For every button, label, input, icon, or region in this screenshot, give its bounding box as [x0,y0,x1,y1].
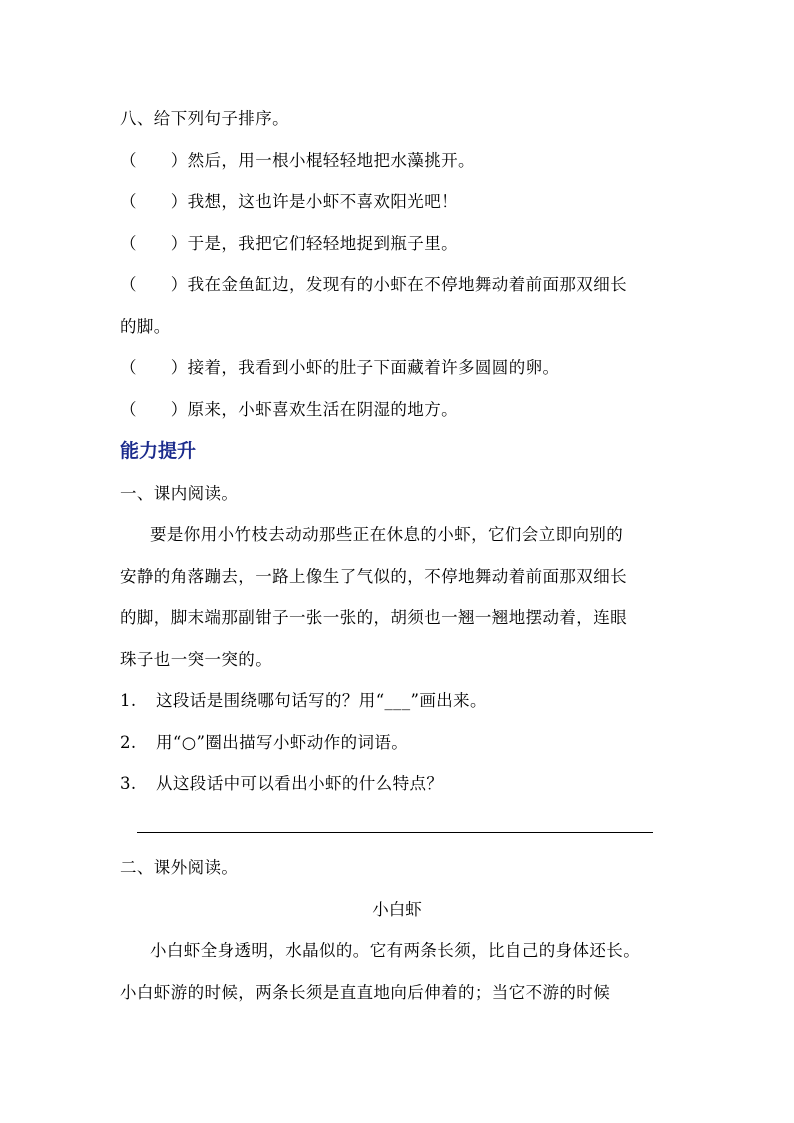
passage-line-2: 安静的角落蹦去，一路上像生了气似的，不停地舞动着前面那双细长 [120,567,627,586]
sort-item-6: （ ）原来，小虾喜欢生活在阴湿的地方。 [120,400,458,419]
question-number: 3. [120,774,137,793]
sort-item-4: （ ）我在金鱼缸边，发现有的小虾在不停地舞动着前面那双细长 [120,275,627,294]
question-text: 从这段话中可以看出小虾的什么特点？ [156,774,444,793]
part2-title: 二、课外阅读。 [120,858,239,877]
question-number: 1. [120,691,137,710]
section8-title: 八、给下列句子排序。 [120,109,289,128]
question-number: 2. [120,733,137,752]
story-line-1: 小白虾全身透明，水晶似的。它有两条长须，比自己的身体还长。 [150,941,641,960]
ability-heading: 能力提升 [120,440,197,462]
question-text: 这段话是围绕哪句话写的？用“___”画出来。 [156,691,487,710]
sort-item-2: （ ）我想，这也许是小虾不喜欢阳光吧！ [120,192,458,211]
sort-item-1: （ ）然后，用一根小棍轻轻地把水藻挑开。 [120,151,475,170]
part1-title: 一、课内阅读。 [120,484,239,503]
question-2 [120,733,408,753]
answer-line [137,832,653,833]
question-3 [120,774,443,794]
passage-line-1: 要是你用小竹枝去动动那些正在休息的小虾，它们会立即向别的 [150,525,624,544]
story-title: 小白虾 [372,900,422,919]
question-1 [120,691,487,711]
story-line-2: 小白虾游的时候，两条长须是直直地向后伸着的；当它不游的时候 [120,983,611,1002]
passage-line-3: 的脚，脚末端那副钳子一张一张的，胡须也一翘一翘地摆动着，连眼 [120,608,627,627]
question-text: 用“○”圈出描写小虾动作的词语。 [156,733,409,752]
passage-line-4: 珠子也一突一突的。 [120,650,273,669]
sort-item-4-cont: 的脚。 [120,317,171,336]
sort-item-5: （ ）接着，我看到小虾的肚子下面藏着许多圆圆的卵。 [120,358,560,377]
sort-item-3: （ ）于是，我把它们轻轻地捉到瓶子里。 [120,234,458,253]
